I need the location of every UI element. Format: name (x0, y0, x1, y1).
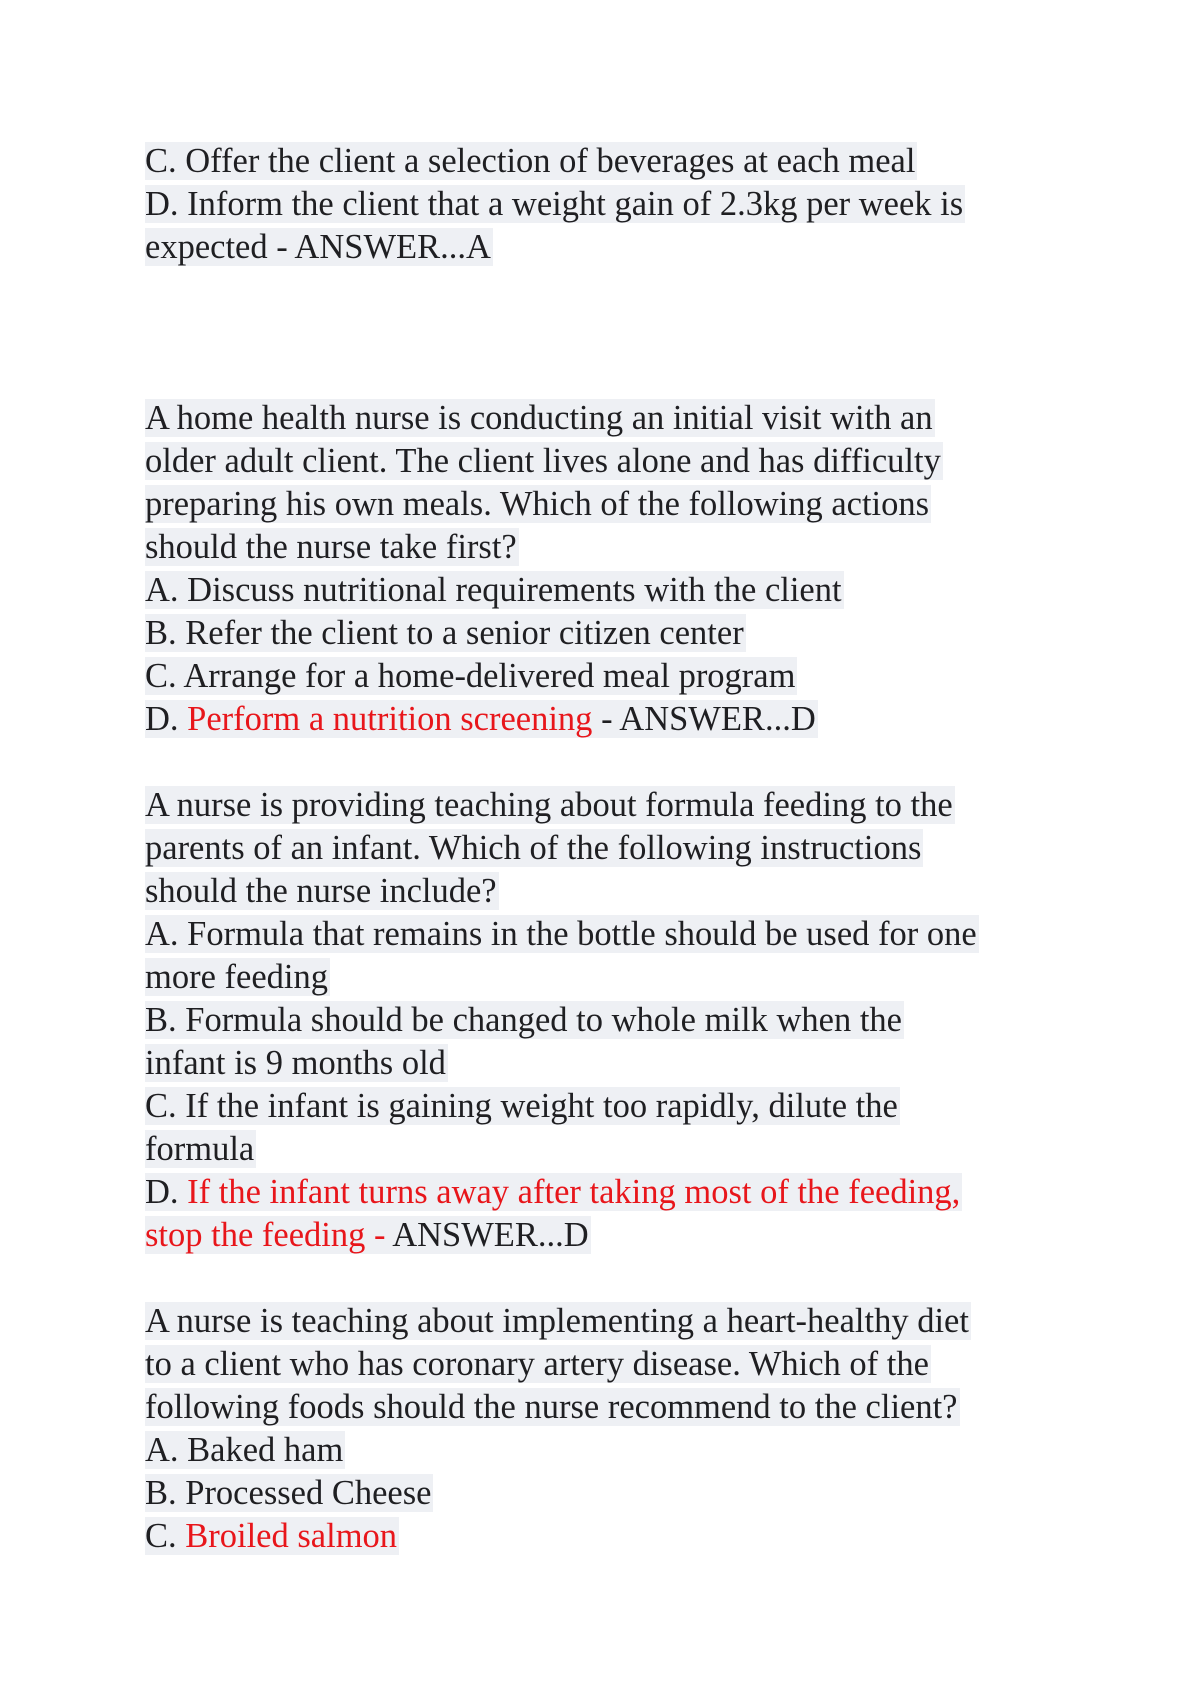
q2-stem-line: parents of an infant. Which of the following instructions (145, 829, 922, 867)
q0-option-d-line1: D. Inform the client that a weight gain of 2.3kg per week is (145, 185, 964, 223)
q1-answer-key: - ANSWER...D (592, 700, 816, 738)
document-page (145, 140, 1065, 1558)
q2-stem-line: A nurse is providing teaching about formula feeding to the (145, 786, 953, 824)
spacer (145, 741, 1065, 784)
q2-correct-answer-text-line2: stop the feeding - (145, 1216, 386, 1254)
question-3 (145, 1300, 1065, 1558)
q3-option-b: B. Processed Cheese (145, 1474, 432, 1512)
q1-stem-line: older adult client. The client lives alone and has difficulty (145, 442, 941, 480)
q1-option-d (145, 700, 818, 738)
question-1 (145, 397, 1065, 741)
q1-option-c: C. Arrange for a home-delivered meal program (145, 657, 796, 695)
q1-stem-line: should the nurse take first? (145, 528, 517, 566)
q1-option-a: A. Discuss nutritional requirements with the client (145, 571, 842, 609)
q3-stem-line: following foods should the nurse recommend to the client? (145, 1388, 958, 1426)
q2-option-c-line2: formula (145, 1130, 255, 1168)
q3-correct-answer-text: Broiled salmon (185, 1517, 398, 1555)
q3-stem-line: to a client who has coronary artery disease. Which of the (145, 1345, 929, 1383)
q2-option-d-prefix: D. (145, 1173, 188, 1211)
q3-option-a: A. Baked ham (145, 1431, 344, 1469)
q2-option-d-line2 (145, 1216, 591, 1254)
q1-stem-line: preparing his own meals. Which of the following actions (145, 485, 930, 523)
q0-option-c: C. Offer the client a selection of beverages at each meal (145, 142, 916, 180)
q3-option-c (145, 1517, 399, 1555)
q2-option-a-line2: more feeding (145, 958, 328, 996)
q2-option-a-line1: A. Formula that remains in the bottle should be used for one (145, 915, 977, 953)
q3-stem-line: A nurse is teaching about implementing a heart-healthy diet (145, 1302, 969, 1340)
q2-option-b-line2: infant is 9 months old (145, 1044, 446, 1082)
spacer (145, 1257, 1065, 1300)
q2-option-d-line1 (145, 1173, 962, 1211)
q2-correct-answer-text-line1: If the infant turns away after taking most of the feeding, (187, 1173, 961, 1211)
q2-option-c-line1: C. If the infant is gaining weight too rapidly, dilute the (145, 1087, 898, 1125)
q3-option-c-prefix: C. (145, 1517, 186, 1555)
q0-option-d-line2: expected - ANSWER...A (145, 228, 491, 266)
question-2 (145, 784, 1065, 1257)
q1-option-b: B. Refer the client to a senior citizen center (145, 614, 744, 652)
question-0-continuation (145, 140, 1065, 269)
q2-stem-line: should the nurse include? (145, 872, 497, 910)
q1-stem-line: A home health nurse is conducting an initial visit with an (145, 399, 933, 437)
q1-correct-answer-text: Perform a nutrition screening (187, 700, 593, 738)
spacer (145, 269, 1065, 397)
q2-answer-key: ANSWER...D (385, 1216, 589, 1254)
q1-option-d-prefix: D. (145, 700, 188, 738)
q2-option-b-line1: B. Formula should be changed to whole milk when the (145, 1001, 902, 1039)
